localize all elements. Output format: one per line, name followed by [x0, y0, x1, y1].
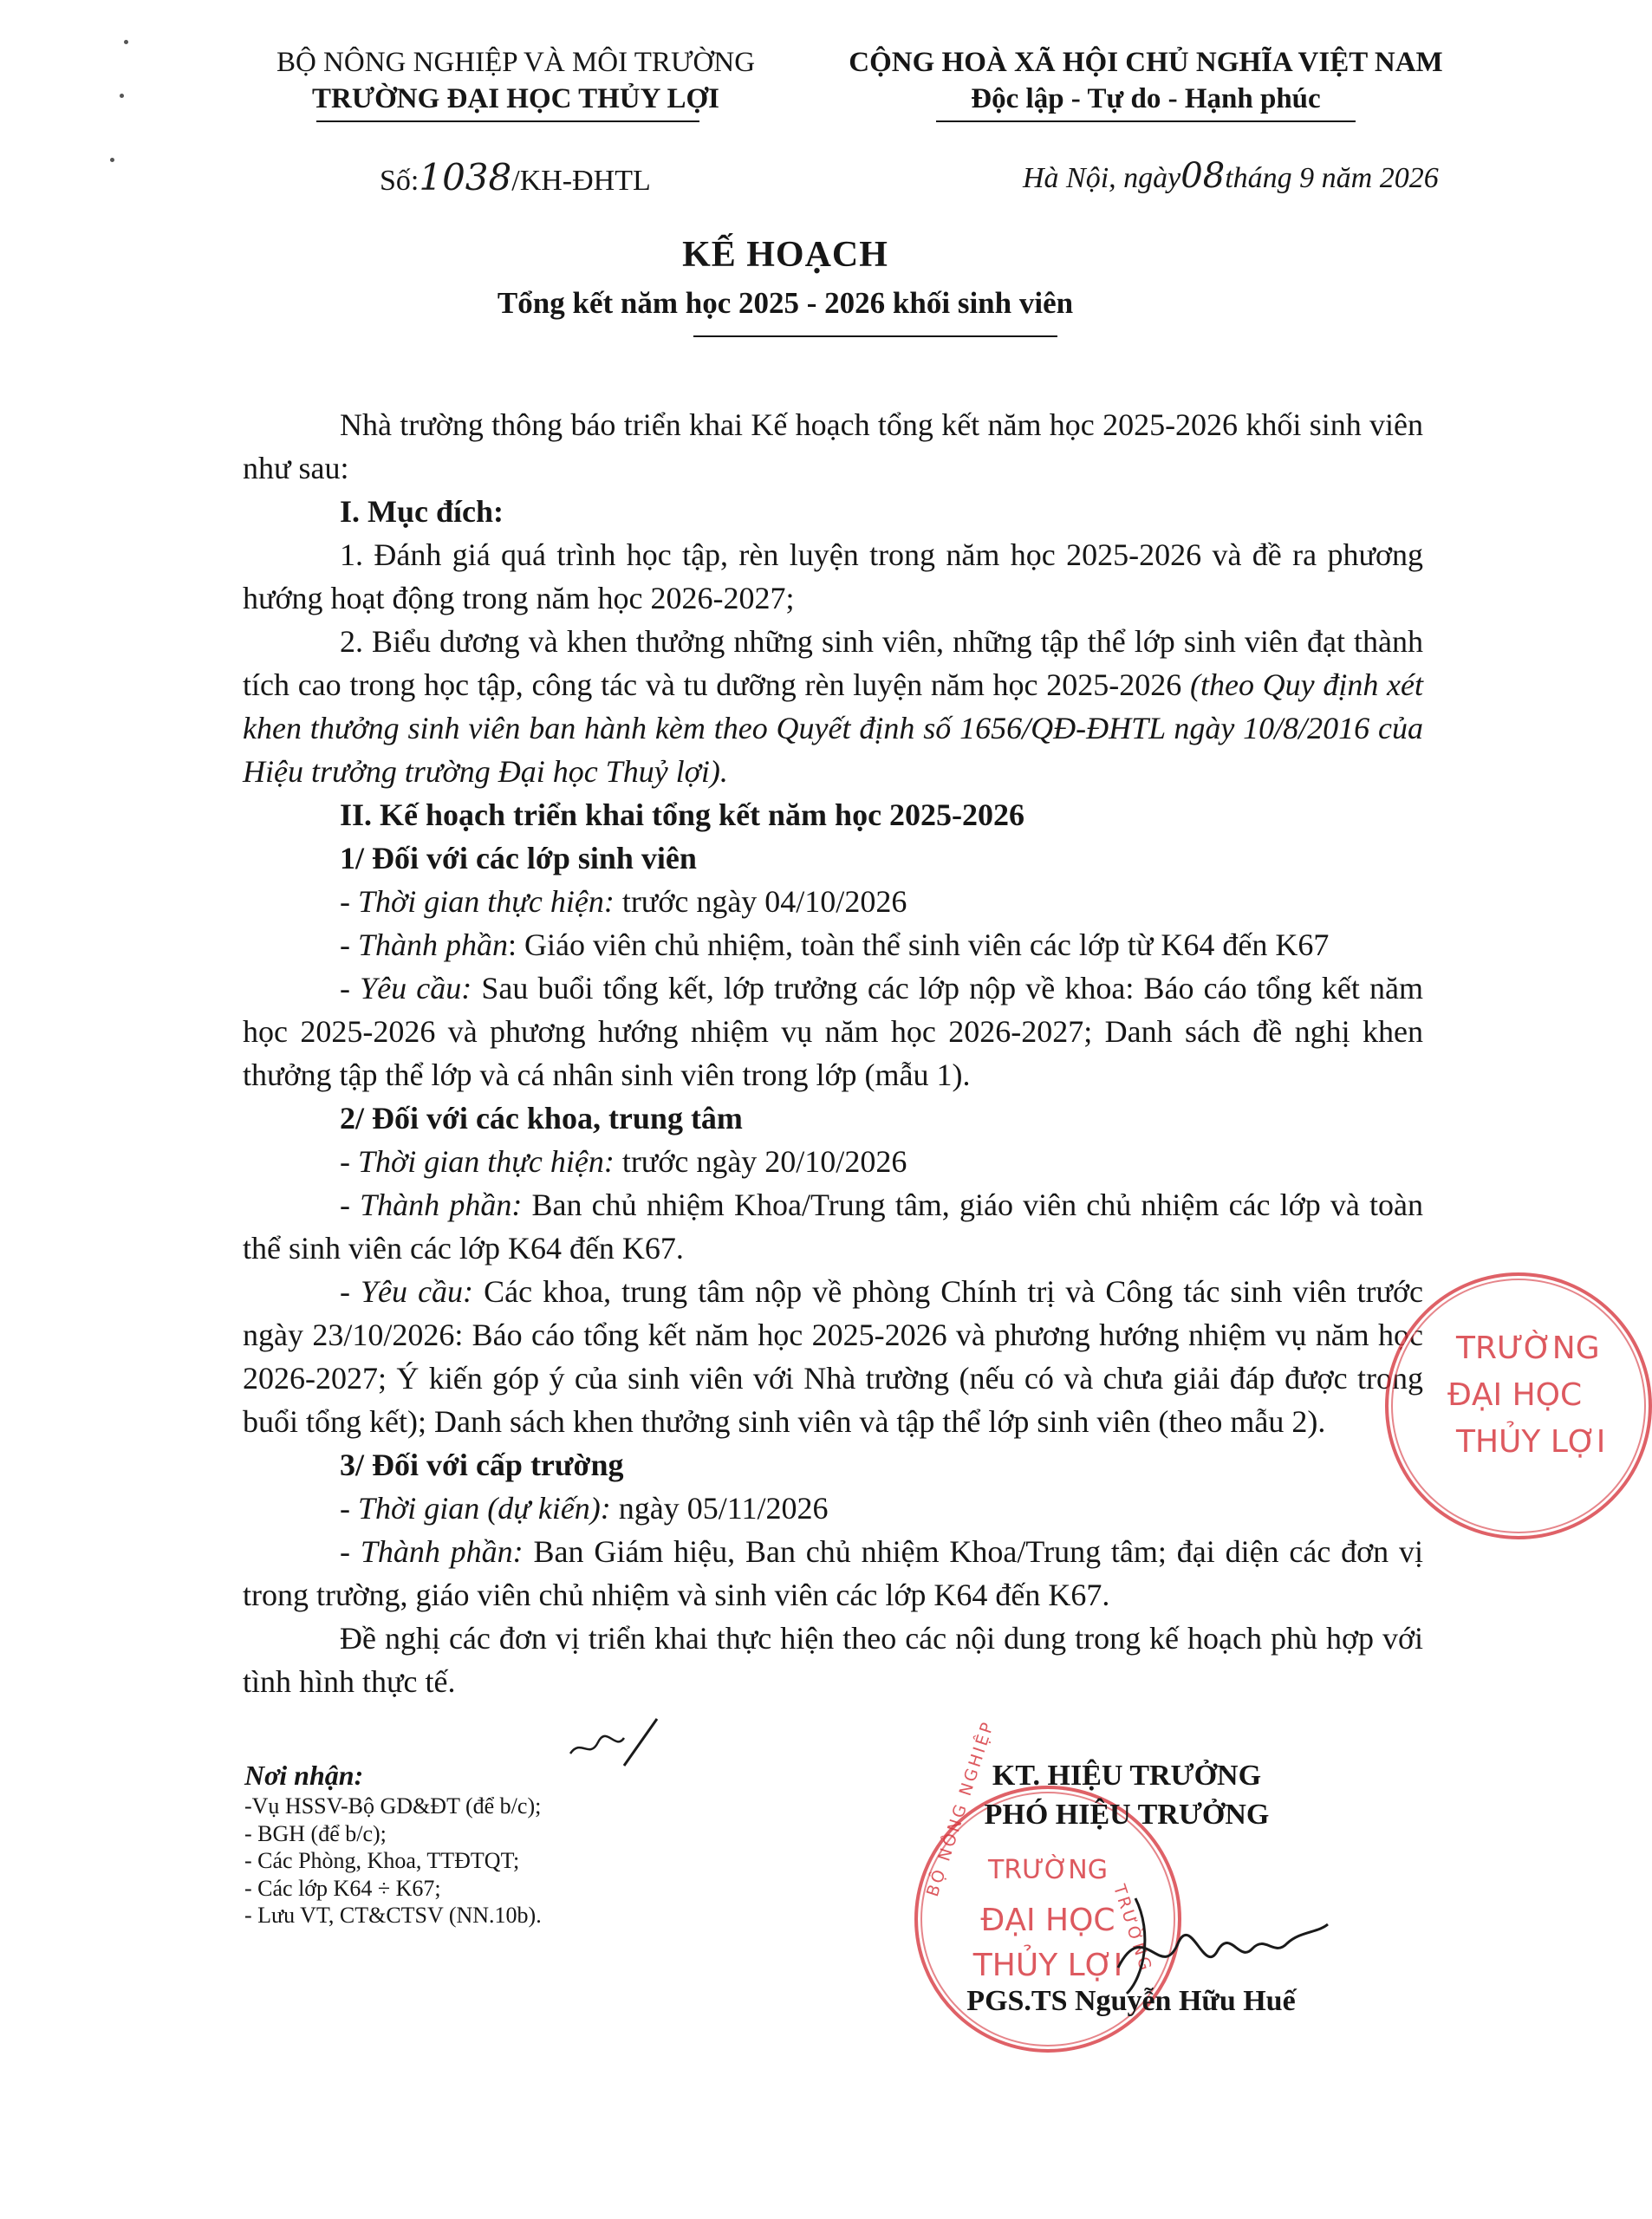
recipient-item: - BGH (để b/c);	[244, 1820, 387, 1846]
section-1-heading: I. Mục đích:	[340, 494, 504, 529]
number-handwritten: 1038	[419, 156, 512, 198]
sub-1-requirements	[243, 966, 1423, 1096]
document-number	[380, 156, 651, 198]
sub-2-requirements	[243, 1270, 1423, 1443]
date-prefix: Hà Nội, ngày	[1023, 162, 1181, 194]
handwritten-signature	[1109, 1881, 1335, 2002]
recipient-item: -Vụ HSSV-Bộ GD&ĐT (để b/c);	[244, 1793, 542, 1819]
scan-speck	[124, 40, 128, 44]
scan-speck	[110, 158, 114, 162]
requirements-value: Các khoa, trung tâm nộp về phòng Chính trị và Công tác sinh viên trước ngày 23/10/2026: Báo cáo tổng kết năm học 2025-2026 và phương hướng nhiệm vụ năm học 2026-2027; Ý kiến góp ý của sinh viên với Nhà trường (nếu có và chưa giải đáp được trong buổi tổng kết); Danh sách khen thưởng sinh viên và tập thể lớp sinh viên (theo mẫu 2).	[243, 1274, 1423, 1439]
members-value: Ban chủ nhiệm Khoa/Trung tâm, giáo viên chủ nhiệm các lớp và toàn thể sinh viên các lớp K64 đến K67.	[243, 1188, 1424, 1266]
members-value: : Giáo viên chủ nhiệm, toàn thể sinh viên các lớp từ K64 đến K67	[508, 927, 1330, 962]
university-underline	[316, 120, 699, 122]
document-date	[1023, 156, 1439, 196]
signature-title-1: KT. HIỆU TRƯỞNG	[992, 1760, 1262, 1792]
scan-speck	[120, 94, 124, 98]
members-value: Ban Giám hiệu, Ban chủ nhiệm Khoa/Trung tâm; đại diện các đơn vị trong trường, giáo viên chủ nhiệm và sinh viên các lớp K64 đến K67.	[243, 1534, 1424, 1612]
seal-line: ĐẠI HỌC	[980, 1903, 1115, 1938]
date-suffix: tháng 9 năm 2026	[1225, 162, 1439, 194]
number-prefix: Số:	[380, 165, 420, 197]
seal-ring-text: BỘ NÔNG NGHIỆP	[923, 1717, 998, 1899]
signature-title-2: PHÓ HIỆU TRƯỞNG	[984, 1799, 1270, 1831]
section-1-item-2	[243, 620, 1423, 793]
time-value: ngày 05/11/2026	[618, 1491, 829, 1526]
document-subtitle: Tổng kết năm học 2025 - 2026 khối sinh viên	[497, 286, 1074, 320]
time-value: trước ngày 20/10/2026	[621, 1144, 907, 1179]
members-label: - Thành phần:	[340, 1534, 524, 1569]
university-name: TRƯỜNG ĐẠI HỌC THỦY LỢI	[312, 83, 719, 114]
requirements-label: - Yêu cầu:	[340, 971, 472, 1005]
item-2-reference: (theo Quy định xét khen thưởng sinh viên ban hành kèm theo Quyết định số 1656/QĐ-ĐHTL ngày 10/8/2016 của Hiệu trưởng trường Đại học Thuỷ lợi).	[243, 667, 1424, 789]
item-2-text: 2. Biểu dương và khen thưởng những sinh viên, những tập thể lớp sinh viên đạt thành tích cao trong học tập, công tác và tu dưỡng rèn luyện năm học 2025-2026	[243, 624, 1423, 702]
sub-2-time	[243, 1140, 1423, 1183]
signer-name: PGS.TS Nguyễn Hữu Huế	[966, 1985, 1296, 2017]
sub-3-members	[243, 1530, 1423, 1617]
time-label: - Thời gian (dự kiến):	[340, 1491, 611, 1526]
subtitle-underline	[693, 335, 1057, 337]
document-body	[243, 403, 1423, 1703]
closing-paragraph: Đề nghị các đơn vị triển khai thực hiện theo các nội dung trong kế hoạch phù hợp với tình hình thực tế.	[243, 1621, 1423, 1699]
intro-paragraph: Nhà trường thông báo triển khai Kế hoạch tổng kết năm học 2025-2026 khối sinh viên như sau:	[243, 407, 1423, 485]
recipients-title: Nơi nhận:	[244, 1760, 364, 1791]
requirements-label: - Yêu cầu:	[340, 1274, 474, 1309]
sub-1-heading: 1/ Đối với các lớp sinh viên	[340, 841, 697, 875]
document-title: KẾ HOẠCH	[682, 235, 888, 275]
recipient-item: - Các Phòng, Khoa, TTĐTQT;	[244, 1848, 520, 1873]
sub-2-heading: 2/ Đối với các khoa, trung tâm	[340, 1101, 743, 1136]
ministry-name: BỘ NÔNG NGHIỆP VÀ MÔI TRƯỜNG	[276, 47, 756, 78]
sub-1-members	[243, 923, 1423, 966]
right-edge-seal	[1385, 1272, 1652, 1539]
recipient-item: - Các lớp K64 ÷ K67;	[244, 1875, 441, 1901]
sub-3-heading: 3/ Đối với cấp trường	[340, 1448, 624, 1482]
seal-ring-text: TRƯỜNG	[1109, 1882, 1156, 1975]
motto-underline	[936, 120, 1356, 122]
date-day: 08	[1180, 156, 1226, 196]
time-label: - Thời gian thực hiện:	[340, 1144, 615, 1179]
country-name: CỘNG HOÀ XÃ HỘI CHỦ NGHĨA VIỆT NAM	[849, 47, 1443, 78]
motto: Độc lập - Tự do - Hạnh phúc	[971, 83, 1321, 114]
section-2-heading: II. Kế hoạch triển khai tổng kết năm học 2025-2026	[340, 797, 1025, 832]
time-value: trước ngày 04/10/2026	[621, 884, 907, 919]
section-1-item-1: 1. Đánh giá quá trình học tập, rèn luyện trong năm học 2025-2026 và đề ra phương hướng hoạt động trong năm học 2026-2027;	[243, 537, 1423, 615]
recipients-block	[244, 1758, 660, 1929]
requirements-value: Sau buổi tổng kết, lớp trưởng các lớp nộp về khoa: Báo cáo tổng kết năm học 2025-2026 và phương hướng nhiệm vụ năm học 2026-2027; Danh sách đề nghị khen thưởng tập thể lớp và cá nhân sinh viên trong lớp (mẫu 1).	[243, 971, 1423, 1092]
members-label: - Thành phần:	[340, 1188, 523, 1222]
seal-line: TRƯỜNG	[988, 1855, 1108, 1885]
members-label: - Thành phần	[340, 927, 509, 962]
sub-2-members	[243, 1183, 1423, 1270]
seal-line: THỦY LỢI	[972, 1948, 1123, 1983]
seal-line: TRƯỜNG	[1456, 1331, 1600, 1366]
recipient-item: - Lưu VT, CT&CTSV (NN.10b).	[244, 1903, 542, 1928]
sub-3-time	[243, 1487, 1423, 1530]
number-suffix: /KH-ĐHTL	[511, 165, 651, 197]
time-label: - Thời gian thực hiện:	[340, 884, 615, 919]
seal-line: ĐẠI HỌC	[1447, 1377, 1583, 1413]
seal-line: THỦY LỢI	[1456, 1424, 1606, 1460]
sub-1-time	[243, 880, 1423, 923]
